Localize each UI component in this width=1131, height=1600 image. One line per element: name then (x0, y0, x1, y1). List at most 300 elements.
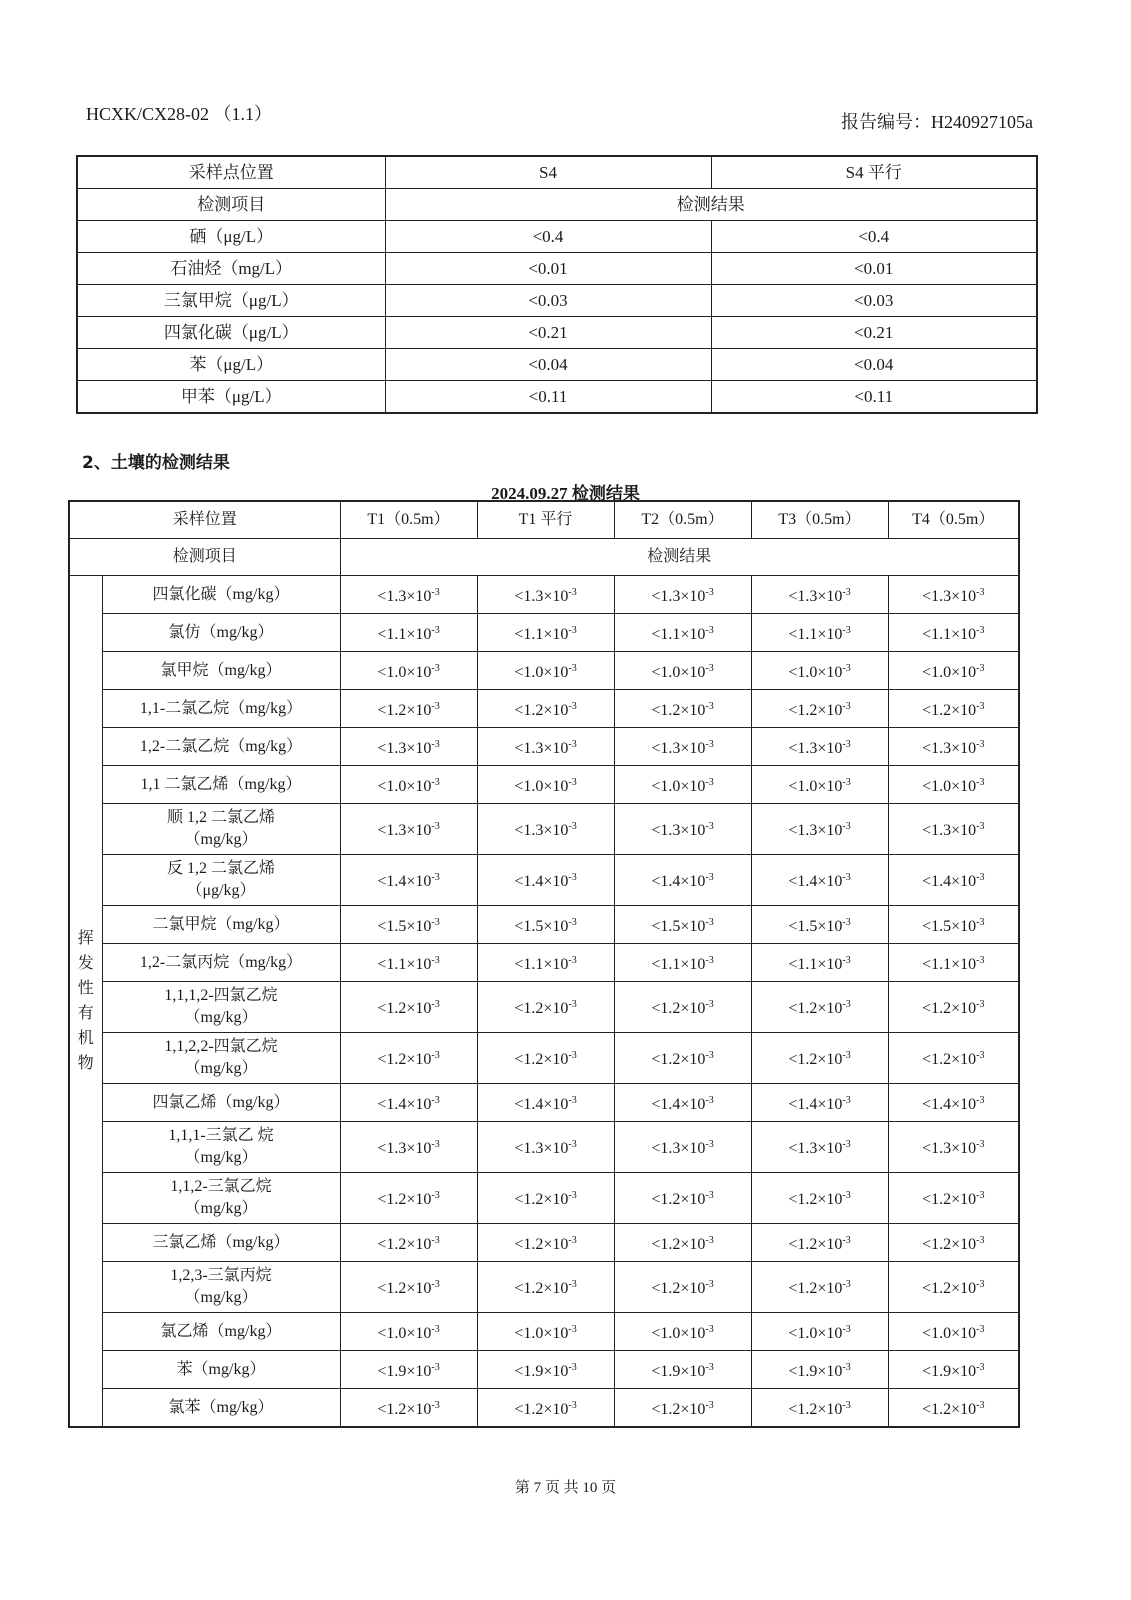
value-exponent: -3 (976, 738, 985, 750)
value-exponent: -3 (976, 1050, 985, 1061)
header-cell: 采样位置 (69, 501, 340, 539)
value-exponent: -3 (431, 1279, 440, 1290)
value-exponent: -3 (842, 872, 851, 883)
value-base: <1.2×10 (514, 1235, 569, 1253)
value-base: <1.5×10 (377, 917, 432, 935)
item-cell: 1,1,1-三氯乙 烷 （mg/kg） (102, 1122, 340, 1173)
value-exponent: -3 (705, 1361, 714, 1373)
value-cell (340, 652, 477, 690)
document-code: HCXK/CX28-02 （1.1） (86, 104, 273, 124)
item-cell: 三氯乙烯（mg/kg） (102, 1224, 340, 1262)
value-exponent: -3 (568, 1050, 577, 1061)
item-cell: 反 1,2 二氯乙烯 （μg/kg） (102, 855, 340, 906)
value-base: <1.3×10 (788, 739, 843, 757)
value-cell (477, 1224, 614, 1262)
table-row (69, 855, 1019, 906)
value-cell: <0.21 (711, 317, 1037, 349)
value-base: <1.0×10 (788, 777, 843, 795)
value-exponent: -3 (431, 624, 440, 636)
value-base: <1.2×10 (514, 1280, 569, 1297)
value-exponent: -3 (705, 662, 714, 674)
value-base: <1.2×10 (377, 1000, 432, 1017)
value-base: <1.2×10 (514, 1400, 569, 1418)
value-cell (751, 804, 888, 855)
value-exponent: -3 (568, 662, 577, 674)
value-exponent: -3 (842, 1139, 851, 1150)
value-base: <1.0×10 (377, 663, 432, 681)
value-exponent: -3 (842, 776, 851, 788)
value-cell (477, 1389, 614, 1428)
table-row (69, 652, 1019, 690)
item-cell: 氯仿（mg/kg） (102, 614, 340, 652)
value-cell (888, 652, 1019, 690)
value-exponent: -3 (976, 700, 985, 712)
value-cell (340, 804, 477, 855)
table-row (69, 1033, 1019, 1084)
value-exponent: -3 (842, 821, 851, 832)
value-base: <1.0×10 (651, 777, 706, 795)
value-exponent: -3 (568, 776, 577, 788)
value-base: <1.2×10 (922, 1191, 977, 1208)
value-cell (888, 766, 1019, 804)
value-base: <1.3×10 (377, 587, 432, 605)
value-cell (751, 906, 888, 944)
value-base: <1.1×10 (788, 625, 843, 643)
value-exponent: -3 (976, 624, 985, 636)
value-exponent: -3 (842, 700, 851, 712)
value-base: <1.2×10 (788, 1051, 843, 1068)
table-row (69, 1122, 1019, 1173)
value-exponent: -3 (568, 738, 577, 750)
value-exponent: -3 (842, 1234, 851, 1246)
value-cell (751, 1224, 888, 1262)
value-cell (477, 728, 614, 766)
value-cell (477, 1313, 614, 1351)
value-cell (477, 804, 614, 855)
table-row (77, 381, 1037, 414)
value-base: <1.3×10 (922, 822, 977, 839)
value-cell (477, 906, 614, 944)
value-exponent: -3 (705, 776, 714, 788)
value-base: <1.0×10 (922, 777, 977, 795)
value-cell (614, 804, 751, 855)
value-cell: <0.4 (385, 221, 711, 253)
value-exponent: -3 (431, 1399, 440, 1411)
value-base: <1.2×10 (514, 701, 569, 719)
value-exponent: -3 (976, 999, 985, 1010)
table-row (69, 1224, 1019, 1262)
value-base: <1.2×10 (377, 1235, 432, 1253)
item-cell: 四氯化碳（mg/kg） (102, 576, 340, 614)
value-exponent: -3 (976, 1190, 985, 1201)
header-cell: 检测结果 (340, 539, 1019, 576)
value-cell (888, 1224, 1019, 1262)
table-row (69, 1084, 1019, 1122)
value-exponent: -3 (842, 1279, 851, 1290)
header-cell: T3（0.5m） (751, 501, 888, 539)
value-base: <1.0×10 (377, 1324, 432, 1342)
value-exponent: -3 (705, 1050, 714, 1061)
value-exponent: -3 (431, 662, 440, 674)
value-cell (340, 1122, 477, 1173)
value-base: <1.1×10 (377, 955, 432, 973)
value-base: <1.5×10 (514, 917, 569, 935)
value-exponent: -3 (842, 916, 851, 928)
value-cell (340, 855, 477, 906)
value-exponent: -3 (705, 700, 714, 712)
value-base: <1.2×10 (514, 1051, 569, 1068)
value-cell (888, 1033, 1019, 1084)
value-base: <1.0×10 (514, 777, 569, 795)
table-row (69, 906, 1019, 944)
value-cell (340, 690, 477, 728)
value-base: <1.3×10 (377, 1140, 432, 1157)
value-exponent: -3 (568, 1139, 577, 1150)
value-cell (614, 690, 751, 728)
value-base: <1.3×10 (788, 587, 843, 605)
value-base: <1.2×10 (377, 1280, 432, 1297)
value-exponent: -3 (431, 776, 440, 788)
value-exponent: -3 (842, 586, 851, 598)
value-cell (614, 1313, 751, 1351)
value-base: <1.2×10 (377, 701, 432, 719)
table-row (69, 728, 1019, 766)
value-base: <1.3×10 (377, 739, 432, 757)
value-cell: <0.11 (711, 381, 1037, 414)
value-exponent: -3 (568, 1190, 577, 1201)
value-base: <1.0×10 (788, 1324, 843, 1342)
value-cell: <0.03 (711, 285, 1037, 317)
value-base: <1.2×10 (788, 1400, 843, 1418)
item-cell: 1,2-二氯乙烷（mg/kg） (102, 728, 340, 766)
value-cell (751, 690, 888, 728)
value-exponent: -3 (705, 999, 714, 1010)
value-cell (614, 1262, 751, 1313)
value-base: <1.4×10 (788, 1095, 843, 1113)
value-exponent: -3 (705, 624, 714, 636)
value-base: <1.2×10 (377, 1400, 432, 1418)
value-base: <1.0×10 (788, 663, 843, 681)
value-exponent: -3 (976, 776, 985, 788)
page-number: 第 7 页 共 10 页 (514, 1480, 617, 1496)
soil-results-table (68, 500, 1020, 1428)
value-cell (888, 576, 1019, 614)
value-exponent: -3 (976, 1234, 985, 1246)
item-cell: 硒（μg/L） (77, 221, 385, 253)
table-header-row (77, 156, 1037, 189)
value-base: <1.2×10 (651, 1235, 706, 1253)
value-exponent: -3 (842, 999, 851, 1010)
item-cell: 1,2,3-三氯丙烷 （mg/kg） (102, 1262, 340, 1313)
value-cell (340, 1389, 477, 1428)
value-exponent: -3 (568, 821, 577, 832)
table-row (77, 221, 1037, 253)
value-cell (888, 690, 1019, 728)
header-cell: S4 (385, 156, 711, 189)
table-row (69, 982, 1019, 1033)
water-results-table (76, 155, 1038, 414)
value-cell: <0.03 (385, 285, 711, 317)
value-cell (751, 1084, 888, 1122)
value-exponent: -3 (568, 1279, 577, 1290)
value-cell (614, 1389, 751, 1428)
table-row (69, 690, 1019, 728)
value-exponent: -3 (705, 1279, 714, 1290)
value-cell (888, 906, 1019, 944)
value-base: <1.9×10 (922, 1362, 977, 1380)
value-cell (477, 1262, 614, 1313)
value-cell (751, 944, 888, 982)
value-cell (340, 982, 477, 1033)
value-cell (614, 576, 751, 614)
table-row (69, 614, 1019, 652)
value-base: <1.1×10 (377, 625, 432, 643)
table-row (69, 1262, 1019, 1313)
value-base: <1.1×10 (651, 955, 706, 973)
value-base: <1.2×10 (788, 701, 843, 719)
item-cell: 三氯甲烷（μg/L） (77, 285, 385, 317)
item-cell: 四氯化碳（μg/L） (77, 317, 385, 349)
value-exponent: -3 (568, 872, 577, 883)
value-exponent: -3 (431, 1050, 440, 1061)
value-exponent: -3 (705, 916, 714, 928)
group-label (69, 576, 102, 1428)
value-cell (751, 1122, 888, 1173)
value-cell (751, 1262, 888, 1313)
value-cell (614, 982, 751, 1033)
table-row (77, 285, 1037, 317)
value-exponent: -3 (431, 1323, 440, 1335)
value-base: <1.2×10 (651, 1000, 706, 1017)
value-cell (340, 576, 477, 614)
value-exponent: -3 (568, 624, 577, 636)
value-cell (477, 1084, 614, 1122)
value-exponent: -3 (705, 738, 714, 750)
header-cell: S4 平行 (711, 156, 1037, 189)
value-exponent: -3 (568, 916, 577, 928)
table-row (69, 944, 1019, 982)
item-cell: 二氯甲烷（mg/kg） (102, 906, 340, 944)
item-cell: 石油烃（mg/L） (77, 253, 385, 285)
header-cell: 采样点位置 (77, 156, 385, 189)
value-cell (340, 614, 477, 652)
value-cell (340, 1313, 477, 1351)
value-exponent: -3 (976, 872, 985, 883)
value-cell (614, 906, 751, 944)
value-cell (888, 728, 1019, 766)
value-base: <1.2×10 (788, 1280, 843, 1297)
item-cell: 苯（μg/L） (77, 349, 385, 381)
value-cell (888, 1173, 1019, 1224)
value-exponent: -3 (976, 1323, 985, 1335)
value-base: <1.0×10 (514, 663, 569, 681)
value-base: <1.3×10 (514, 739, 569, 757)
value-base: <1.2×10 (651, 1400, 706, 1418)
value-cell (888, 1122, 1019, 1173)
value-exponent: -3 (431, 1190, 440, 1201)
value-exponent: -3 (842, 954, 851, 966)
value-exponent: -3 (431, 738, 440, 750)
value-base: <1.3×10 (651, 739, 706, 757)
value-exponent: -3 (842, 624, 851, 636)
value-cell: <0.4 (711, 221, 1037, 253)
value-base: <1.4×10 (514, 1095, 569, 1113)
header-cell: 检测项目 (77, 189, 385, 221)
value-base: <1.3×10 (377, 822, 432, 839)
value-cell (751, 1389, 888, 1428)
value-base: <1.2×10 (922, 1000, 977, 1017)
value-base: <1.0×10 (651, 1324, 706, 1342)
table-row (69, 1313, 1019, 1351)
value-cell (614, 1173, 751, 1224)
value-exponent: -3 (976, 954, 985, 966)
item-cell: 1,1-二氯乙烷（mg/kg） (102, 690, 340, 728)
value-base: <1.4×10 (922, 873, 977, 890)
value-base: <1.3×10 (922, 739, 977, 757)
value-base: <1.2×10 (651, 1280, 706, 1297)
value-exponent: -3 (431, 1094, 440, 1106)
value-base: <1.4×10 (922, 1095, 977, 1113)
value-exponent: -3 (842, 1399, 851, 1411)
value-cell (614, 1033, 751, 1084)
section-heading: 2、土壤的检测结果 (82, 453, 230, 473)
value-cell (477, 576, 614, 614)
value-exponent: -3 (568, 1361, 577, 1373)
value-cell (477, 766, 614, 804)
value-exponent: -3 (842, 1323, 851, 1335)
value-base: <1.9×10 (514, 1362, 569, 1380)
header-cell: T1 平行 (477, 501, 614, 539)
value-cell (340, 728, 477, 766)
value-exponent: -3 (976, 1361, 985, 1373)
value-exponent: -3 (568, 586, 577, 598)
item-cell: 1,1 二氯乙烯（mg/kg） (102, 766, 340, 804)
value-exponent: -3 (431, 954, 440, 966)
value-base: <1.1×10 (922, 955, 977, 973)
value-base: <1.2×10 (651, 1191, 706, 1208)
value-exponent: -3 (842, 1361, 851, 1373)
header-cell: 检测结果 (385, 189, 1037, 221)
value-base: <1.4×10 (651, 1095, 706, 1113)
value-exponent: -3 (568, 1323, 577, 1335)
value-exponent: -3 (976, 916, 985, 928)
value-base: <1.3×10 (514, 1140, 569, 1157)
value-cell (614, 1351, 751, 1389)
item-cell: 1,1,2,2-四氯乙烷 （mg/kg） (102, 1033, 340, 1084)
item-cell: 顺 1,2 二氯乙烯 （mg/kg） (102, 804, 340, 855)
value-cell (614, 728, 751, 766)
value-base: <1.9×10 (788, 1362, 843, 1380)
table-row (77, 253, 1037, 285)
value-cell (751, 855, 888, 906)
value-base: <1.2×10 (651, 701, 706, 719)
value-cell (888, 1084, 1019, 1122)
value-exponent: -3 (431, 916, 440, 928)
value-cell (477, 1351, 614, 1389)
value-cell: <0.01 (385, 253, 711, 285)
value-cell (477, 944, 614, 982)
value-exponent: -3 (842, 662, 851, 674)
value-cell (888, 1389, 1019, 1428)
value-cell (751, 1173, 888, 1224)
value-base: <1.1×10 (651, 625, 706, 643)
value-base: <1.4×10 (788, 873, 843, 890)
value-exponent: -3 (976, 662, 985, 674)
item-cell: 氯乙烯（mg/kg） (102, 1313, 340, 1351)
value-cell (751, 1033, 888, 1084)
value-cell: <0.04 (711, 349, 1037, 381)
value-exponent: -3 (976, 821, 985, 832)
value-exponent: -3 (976, 1399, 985, 1411)
value-exponent: -3 (431, 1139, 440, 1150)
value-cell (614, 1122, 751, 1173)
value-cell (751, 576, 888, 614)
value-base: <1.2×10 (788, 1191, 843, 1208)
value-cell (477, 1033, 614, 1084)
value-base: <1.0×10 (651, 663, 706, 681)
value-exponent: -3 (431, 821, 440, 832)
value-exponent: -3 (976, 1279, 985, 1290)
value-base: <1.1×10 (514, 955, 569, 973)
value-base: <1.3×10 (651, 1140, 706, 1157)
item-cell: 氯苯（mg/kg） (102, 1389, 340, 1428)
value-cell: <0.04 (385, 349, 711, 381)
value-exponent: -3 (705, 954, 714, 966)
table-header-row (69, 501, 1019, 539)
table-header-row (77, 189, 1037, 221)
value-base: <1.2×10 (514, 1191, 569, 1208)
value-exponent: -3 (705, 1139, 714, 1150)
value-cell (477, 1173, 614, 1224)
value-base: <1.2×10 (788, 1000, 843, 1017)
value-cell (888, 804, 1019, 855)
table-row (69, 576, 1019, 614)
value-base: <1.0×10 (922, 663, 977, 681)
value-cell (614, 652, 751, 690)
value-base: <1.3×10 (651, 587, 706, 605)
value-exponent: -3 (976, 1094, 985, 1106)
table-title: 2024.09.27 检测结果 (491, 484, 640, 503)
value-cell (888, 1313, 1019, 1351)
value-cell (477, 1122, 614, 1173)
value-base: <1.4×10 (377, 1095, 432, 1113)
value-exponent: -3 (568, 700, 577, 712)
value-exponent: -3 (705, 1234, 714, 1246)
value-base: <1.1×10 (922, 625, 977, 643)
value-base: <1.5×10 (788, 917, 843, 935)
item-cell: 四氯乙烯（mg/kg） (102, 1084, 340, 1122)
value-base: <1.3×10 (922, 1140, 977, 1157)
value-exponent: -3 (431, 586, 440, 598)
header-cell: T2（0.5m） (614, 501, 751, 539)
table-row (69, 1173, 1019, 1224)
value-exponent: -3 (431, 999, 440, 1010)
value-base: <1.2×10 (922, 1051, 977, 1068)
item-cell: 1,1,2-三氯乙烷 （mg/kg） (102, 1173, 340, 1224)
table-row (69, 804, 1019, 855)
table-row (69, 1351, 1019, 1389)
value-cell (340, 1351, 477, 1389)
table-row (69, 766, 1019, 804)
value-exponent: -3 (705, 586, 714, 598)
value-base: <1.3×10 (651, 822, 706, 839)
value-exponent: -3 (568, 1234, 577, 1246)
value-cell (340, 1224, 477, 1262)
value-base: <1.3×10 (514, 822, 569, 839)
value-base: <1.2×10 (377, 1191, 432, 1208)
value-exponent: -3 (431, 700, 440, 712)
value-exponent: -3 (568, 1399, 577, 1411)
